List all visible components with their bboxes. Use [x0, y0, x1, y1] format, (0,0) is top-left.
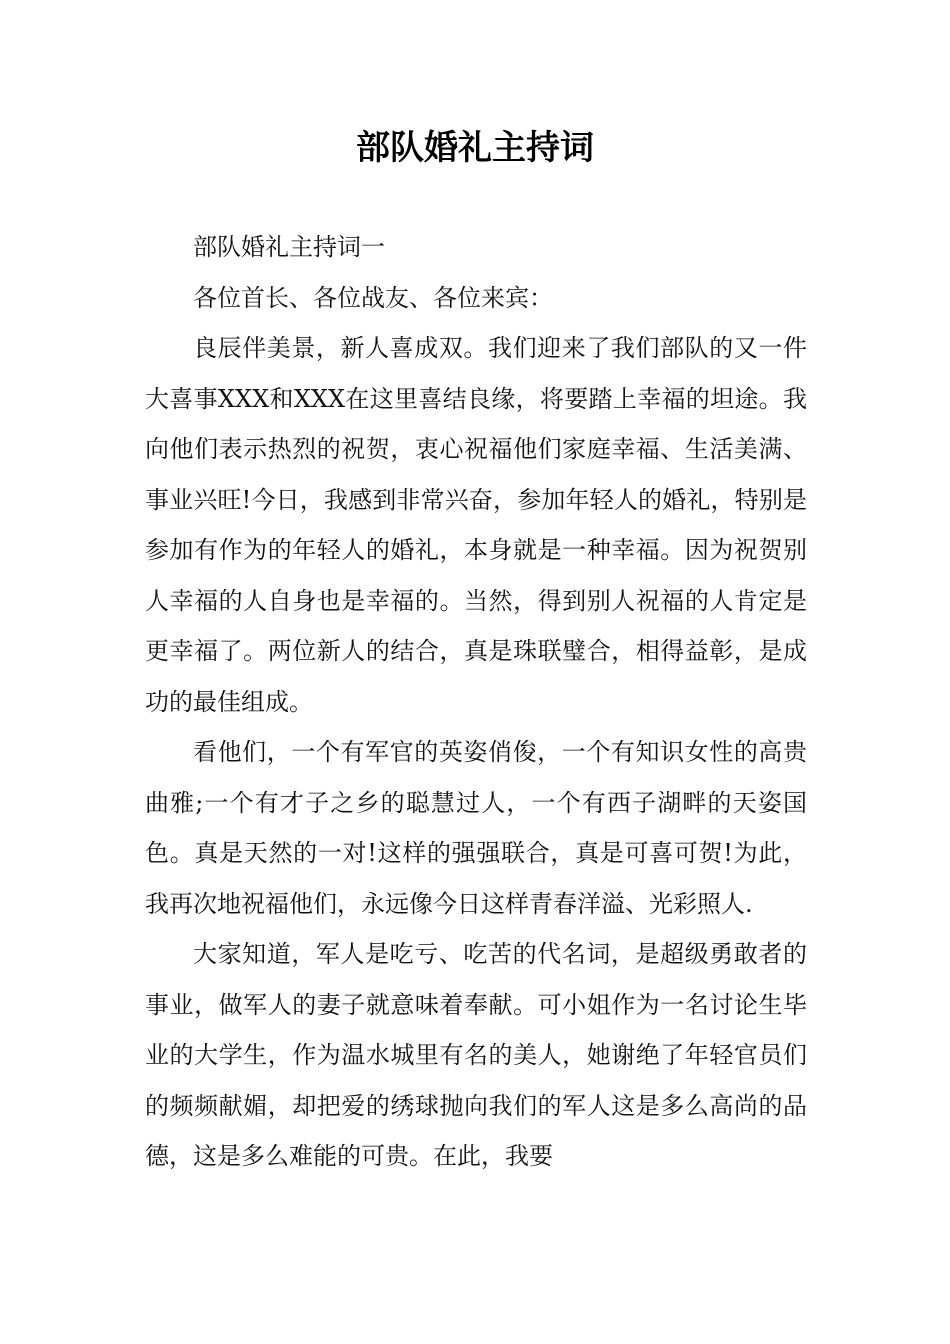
paragraph-heading: 部队婚礼主持词一 — [193, 233, 385, 261]
document-title: 部队婚礼主持词 — [356, 128, 594, 168]
paragraph: 看他们，一个有军官的英姿俏俊，一个有知识女性的高贵曲雅;一个有才子之乡的聪慧过人，一个有西子湖畔的天姿国色。真是天然的一对!这样的强强联合，真是可喜可贺!为此，我再次地祝福他们，永远像今日这样青春洋溢、光彩照人. — [145, 738, 807, 918]
paragraph: 大家知道，军人是吃亏、吃苦的代名词，是超级勇敢者的事业，做军人的妻子就意味着奉献。可小姐作为一名讨论生毕业的大学生，作为温水城里有名的美人，她谢绝了年轻官员们的频频献媚，却把爱的绣球抛向我们的军人这是多么高尚的品德，这是多么难能的可贵。在此，我要 — [145, 940, 807, 1170]
paragraph-salutation: 各位首长、各位战友、各位来宾： — [193, 283, 553, 312]
document-body — [145, 222, 807, 1182]
paragraph: 良辰伴美景，新人喜成双。我们迎来了我们部队的又一件大喜事XXX和XXX在这里喜结良缘，将要踏上幸福的坦途。我向他们表示热烈的祝贺，衷心祝福他们家庭幸福、生活美满、事业兴旺!今日，我感到非常兴奋，参加年轻人的婚礼，特别是参加有作为的年轻人的婚礼，本身就是一种幸福。因为祝贺别人幸福的人自身也是幸福的。当然，得到别人祝福的人肯定是更幸福了。两位新人的结合，真是珠联璧合，相得益彰，是成功的最佳组成。 — [145, 334, 807, 716]
